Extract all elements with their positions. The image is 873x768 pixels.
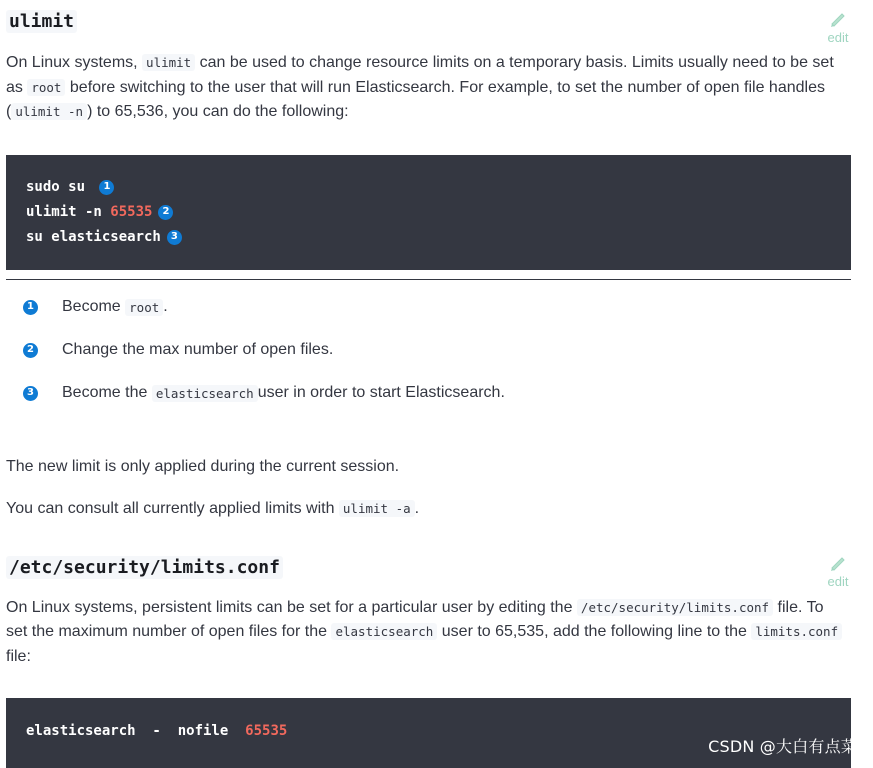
code-number: 65535 (245, 723, 288, 739)
callout-item-1: 1 Become root . (6, 286, 851, 329)
section-title: /etc/security/limits.conf (6, 556, 283, 579)
section-heading-limits-conf (6, 556, 851, 589)
pencil-icon (828, 553, 848, 573)
code-line-limits: elasticsearch - nofile 65535 (26, 719, 831, 744)
inline-code-ulimit-a: ulimit -a (339, 500, 415, 517)
inline-code-root: root (27, 79, 65, 96)
callout-item-2: 2 Change the max number of open files. (6, 329, 851, 372)
code-line-1: sudo su 1 (26, 175, 831, 200)
inline-code-limits-path: /etc/security/limits.conf (577, 599, 773, 616)
ulimit-intro-paragraph: On Linux systems, ulimit can be used to change resource limits on a temporary basis. Limits usually need to be set as root before switching to the user that will run Elasticsearch. For example, to set the number of open file handles ( ulimit -n ) to 65,536, you can do the following: (6, 54, 834, 120)
inline-code-elasticsearch-user: elasticsearch (331, 623, 437, 640)
callout-item-3: 3 Become the elasticsearch user in order to start Elasticsearch. (6, 372, 851, 415)
inline-code-elasticsearch: elasticsearch (152, 385, 258, 402)
edit-label: edit (827, 573, 849, 589)
code-line-3: su elasticsearch 3 (26, 225, 831, 250)
inline-code-ulimit: ulimit (142, 54, 195, 71)
callout-number-1: 1 (23, 300, 38, 315)
inline-code-limits-conf: limits.conf (751, 623, 842, 640)
callout-badge-1: 1 (99, 180, 114, 195)
edit-link[interactable] (823, 9, 853, 44)
callout-number-3: 3 (23, 386, 38, 401)
consult-limits-note: You can consult all currently applied limits with ulimit -a . (6, 500, 420, 517)
code-block-ulimit (6, 155, 851, 270)
edit-link[interactable] (823, 553, 853, 588)
section-title: ulimit (6, 10, 77, 33)
callout-badge-2: 2 (158, 205, 173, 220)
callout-number-2: 2 (23, 343, 38, 358)
inline-code-ulimit-n: ulimit -n (11, 103, 87, 120)
code-line-2: ulimit -n 65535 2 (26, 200, 831, 225)
section-heading-ulimit (6, 10, 851, 45)
edit-label: edit (827, 30, 849, 45)
code-number: 65535 (110, 203, 153, 220)
limits-conf-intro-paragraph: On Linux systems, persistent limits can be set for a particular user by editing the /etc/security/limits.conf file. To set the maximum number of open files for the elasticsearch user to 65,535, add the following line to the limits.conf file: (6, 596, 846, 670)
callout-list (6, 286, 851, 415)
session-note: The new limit is only applied during the current session. (6, 457, 400, 475)
callout-badge-3: 3 (167, 230, 182, 245)
divider (6, 279, 851, 280)
documentation-page (6, 0, 851, 768)
inline-code-root-2: root (125, 299, 163, 316)
code-block-limits-conf (6, 698, 851, 768)
pencil-icon (828, 9, 848, 29)
watermark: CSDN @大白有点菜 (708, 737, 857, 756)
